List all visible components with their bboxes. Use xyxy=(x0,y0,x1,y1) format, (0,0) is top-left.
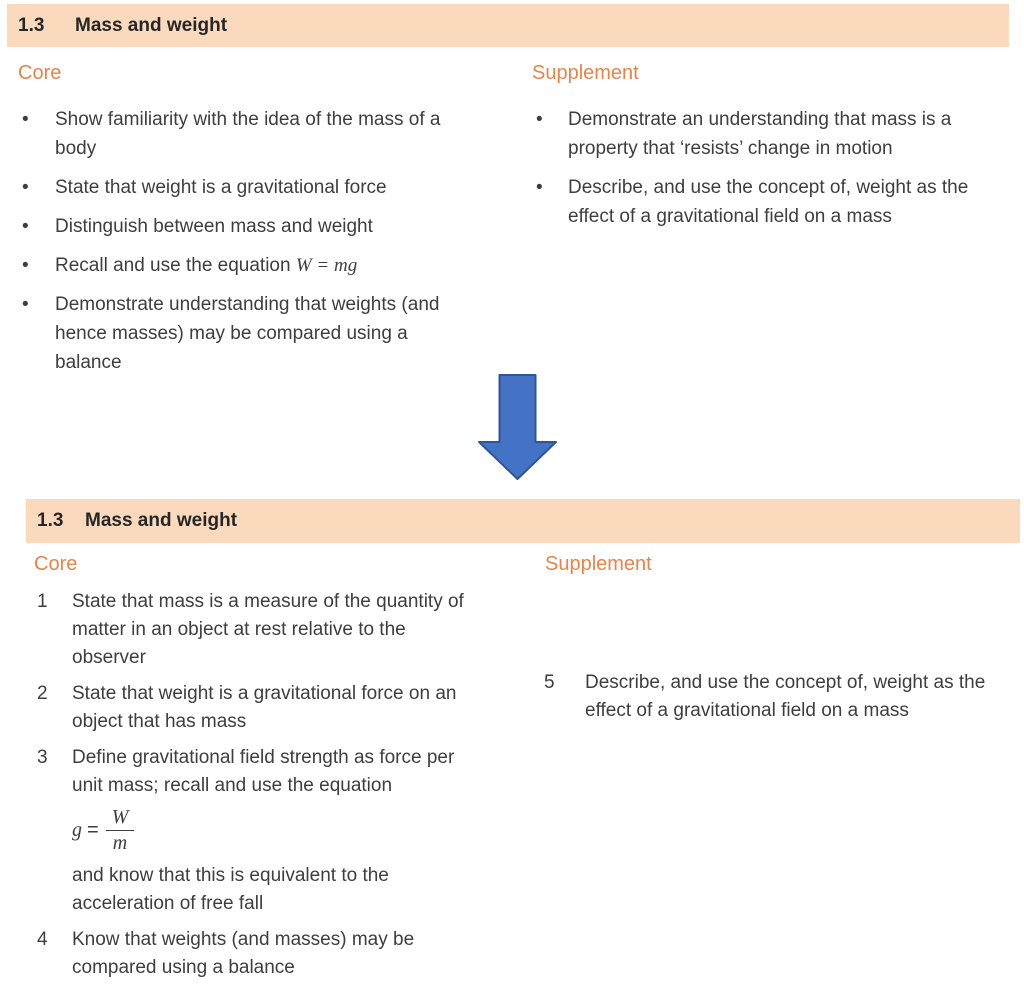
bullet-marker: • xyxy=(536,177,543,198)
after-columns xyxy=(26,543,1020,986)
section-number: 1.3 xyxy=(18,14,45,36)
bullet-marker: • xyxy=(22,294,29,315)
bullet-marker: • xyxy=(22,255,29,276)
core-heading: Core xyxy=(34,553,78,575)
list-item xyxy=(7,105,530,163)
item-number: 2 xyxy=(37,683,48,704)
item-text-lead: Define gravitational field strength as force per unit mass; recall and use the equation xyxy=(72,747,455,796)
after-supplement-column xyxy=(538,543,1020,733)
item-text: Demonstrate an understanding that mass is a property that ‘resists’ change in motion xyxy=(568,109,952,159)
item-text: State that weight is a gravitational force xyxy=(55,177,387,198)
item-number: 5 xyxy=(544,672,555,693)
list-item xyxy=(7,251,530,280)
item-number: 4 xyxy=(37,929,48,950)
list-item xyxy=(538,669,1020,725)
list-item xyxy=(7,173,530,202)
item-text: Show familiarity with the idea of the mass of a body xyxy=(55,109,441,159)
down-arrow-icon xyxy=(478,374,557,480)
item-text: Demonstrate understanding that weights (and hence masses) may be compared using a balance xyxy=(55,294,440,373)
after-section-header xyxy=(26,499,1020,543)
before-columns xyxy=(7,47,1009,387)
item-text: Distinguish between mass and weight xyxy=(55,216,373,237)
equation-lhs: g xyxy=(72,819,82,841)
list-item xyxy=(7,290,530,377)
item-number: 1 xyxy=(37,591,48,612)
item-text-continuation: and know that this is equivalent to the acceleration of free fall xyxy=(72,865,389,914)
bullet-marker: • xyxy=(22,177,29,198)
list-item xyxy=(26,926,538,982)
list-item xyxy=(530,173,1009,231)
item-text xyxy=(55,251,357,280)
core-heading: Core xyxy=(18,62,62,84)
item-text: State that weight is a gravitational force on an object that has mass xyxy=(72,683,457,732)
before-section xyxy=(7,4,1009,387)
section-title: Mass and weight xyxy=(75,14,228,36)
item-text: Describe, and use the concept of, weight as the effect of a gravitational field on a mass xyxy=(568,177,969,227)
section-title: Mass and weight xyxy=(85,510,238,531)
item-text: State that mass is a measure of the quantity of matter in an object at rest relative to the observer xyxy=(72,591,464,668)
before-core-column xyxy=(7,47,530,387)
list-item xyxy=(26,588,538,672)
item-text: Describe, and use the concept of, weight as the effect of a gravitational field on a mass xyxy=(585,672,986,721)
fraction-numerator: W xyxy=(106,806,135,831)
list-item xyxy=(530,105,1009,163)
before-supplement-column xyxy=(530,47,1009,241)
item-text: Know that weights (and masses) may be compared using a balance xyxy=(72,929,415,978)
after-core-column xyxy=(26,543,538,986)
fraction-equation xyxy=(72,806,476,854)
bullet-marker: • xyxy=(536,109,543,130)
item-text-prefix: Recall and use the equation xyxy=(55,255,296,276)
item-text xyxy=(72,744,476,918)
bullet-marker: • xyxy=(22,109,29,130)
list-item xyxy=(7,212,530,241)
fraction xyxy=(106,806,135,854)
section-number: 1.3 xyxy=(37,510,64,531)
bullet-marker: • xyxy=(22,216,29,237)
equals-sign: = xyxy=(87,819,99,841)
before-section-header xyxy=(7,4,1009,47)
supplement-heading: Supplement xyxy=(532,62,639,84)
inline-equation: W = mg xyxy=(295,255,358,276)
fraction-denominator: m xyxy=(112,832,128,854)
after-section xyxy=(26,499,1020,986)
supplement-heading: Supplement xyxy=(545,553,652,575)
item-number: 3 xyxy=(37,747,48,768)
list-item xyxy=(26,680,538,736)
list-item xyxy=(26,744,538,918)
